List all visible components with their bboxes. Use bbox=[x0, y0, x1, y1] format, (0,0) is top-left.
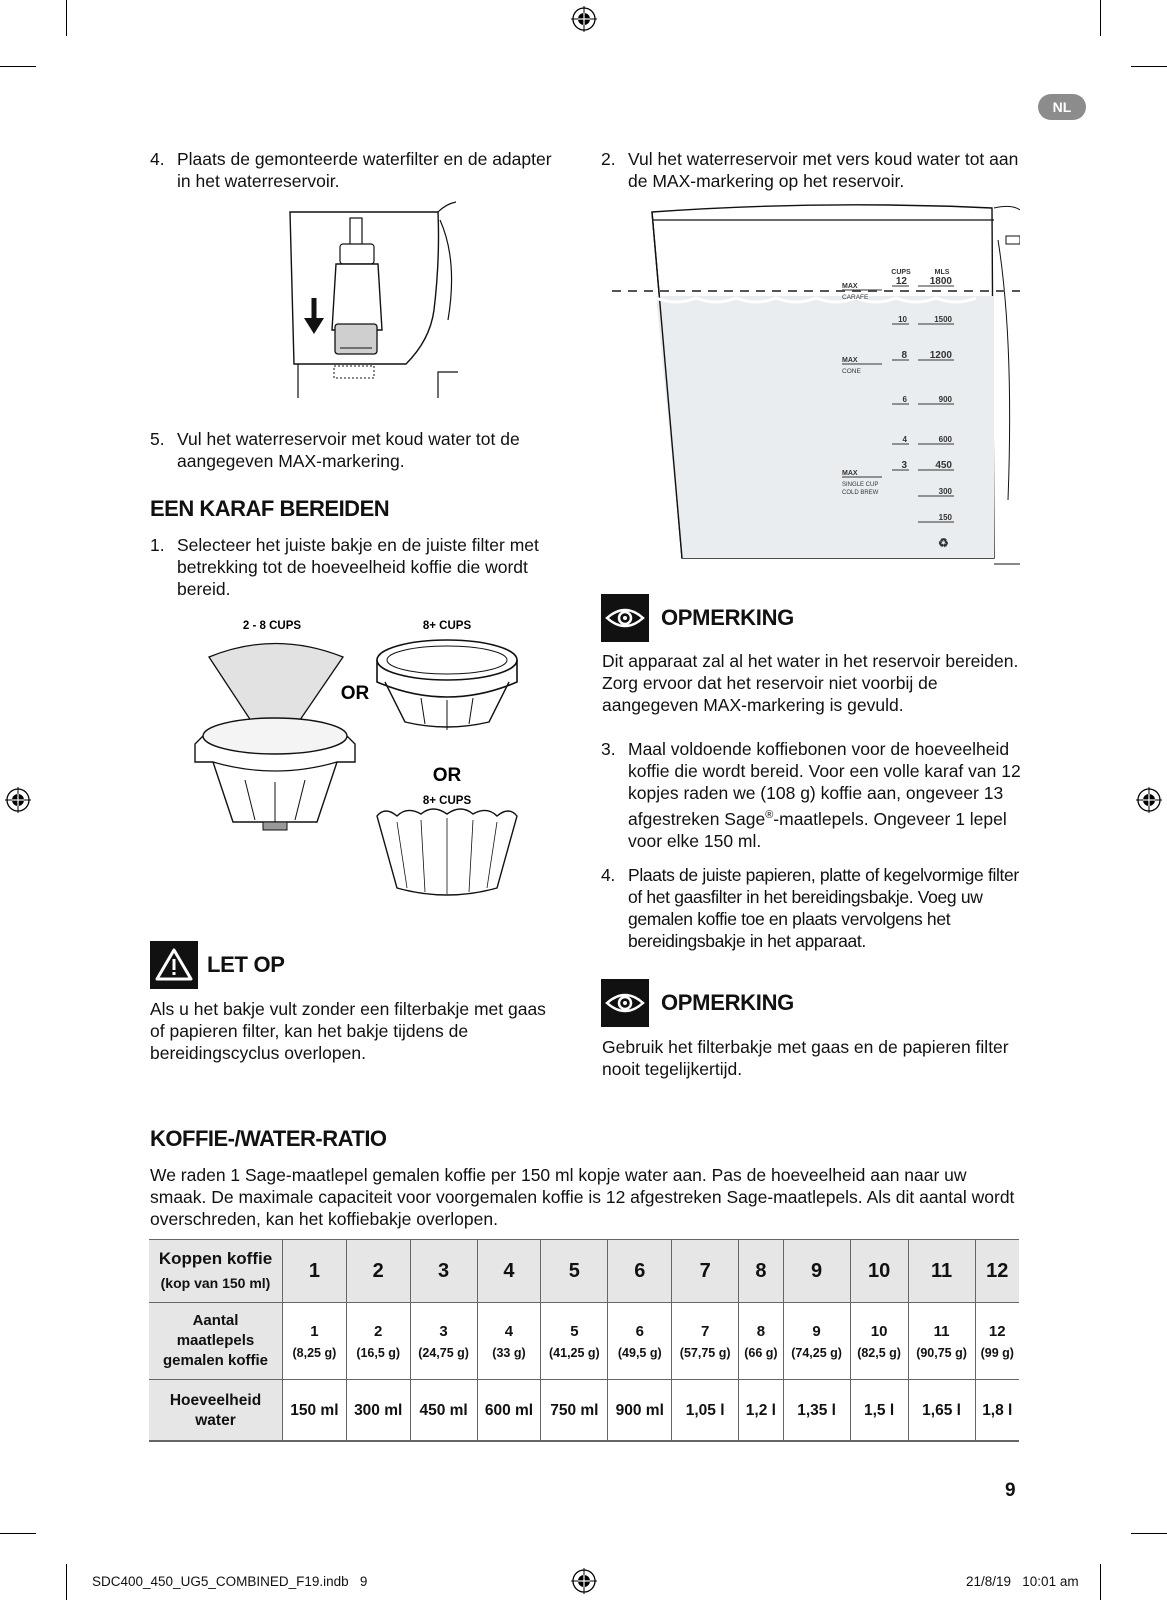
reservoir-cups-mark: 10 bbox=[898, 315, 907, 324]
scoops-cell bbox=[739, 1303, 783, 1380]
grams-value: (24,75 g) bbox=[418, 1345, 469, 1360]
cups-cell: 12 bbox=[975, 1240, 1019, 1303]
step-text: Plaats de juiste papieren, platte of kegelvormige filter of het gaasfilter in het bereidingsbakje. Voeg uw gemalen koffie toe en plaats vervolgens het bereidingsbakje in het apparaat. bbox=[628, 865, 1019, 951]
scoops-cell bbox=[908, 1303, 975, 1380]
step-2-right bbox=[601, 148, 1021, 192]
step-text: Vul het waterreservoir met vers koud water tot aan de MAX-markering op het reservoir. bbox=[628, 149, 1019, 191]
step-1-left bbox=[150, 534, 570, 600]
reservoir-mls-mark: 300 bbox=[938, 487, 952, 496]
max-carafe-label-1: MAX bbox=[842, 283, 858, 290]
reservoir-mls-mark: 450 bbox=[935, 460, 952, 471]
filter-basket-diagram bbox=[185, 612, 530, 920]
scoops-cell bbox=[283, 1303, 347, 1380]
scoops-value: 2 bbox=[374, 1322, 383, 1340]
scoops-value: 4 bbox=[504, 1322, 514, 1340]
step-5-left bbox=[150, 428, 560, 472]
scoops-value: 9 bbox=[812, 1322, 821, 1340]
grams-value: (66 g) bbox=[744, 1345, 778, 1360]
table-row-cups bbox=[149, 1240, 1019, 1303]
grams-value: (41,25 g) bbox=[549, 1345, 600, 1360]
cups-cell: 1 bbox=[283, 1240, 347, 1303]
ratio-title: KOFFIE-/WATER-RATIO bbox=[150, 1126, 387, 1151]
reservoir-mls-mark: 1200 bbox=[929, 350, 952, 361]
crop-mark bbox=[0, 1533, 36, 1534]
scoops-value: 11 bbox=[933, 1322, 950, 1340]
max-single-label-1: MAX bbox=[842, 470, 858, 477]
max-single-label-2: SINGLE CUP bbox=[842, 482, 879, 488]
water-cell: 1,2 l bbox=[739, 1380, 783, 1443]
caution-box bbox=[150, 941, 198, 989]
step-text: Selecteer het juiste bakje en de juiste filter met betrekking tot de hoeveelheid koffie die wordt bereid. bbox=[177, 535, 539, 599]
registration-mark-icon bbox=[571, 1568, 597, 1594]
note-2-text: Gebruik het filterbakje met gaas en de papieren filter nooit tegelijkertijd. bbox=[602, 1037, 1009, 1079]
registration-mark-icon bbox=[571, 6, 597, 32]
scoops-cell bbox=[541, 1303, 608, 1380]
water-cell: 600 ml bbox=[477, 1380, 541, 1443]
crop-mark bbox=[0, 66, 36, 67]
cups-cell: 3 bbox=[410, 1240, 477, 1303]
reservoir-cups-mark: 8 bbox=[901, 350, 907, 361]
step-number: 5. bbox=[150, 429, 165, 449]
max-single-label-3: COLD BREW bbox=[842, 490, 879, 496]
recycle-icon: ♻ bbox=[938, 536, 949, 550]
reservoir-cups-mark: 6 bbox=[902, 395, 907, 404]
step-3-text-b: -maatlepels. Ongeveer 1 lepel voor elke 150 ml. bbox=[628, 808, 1007, 851]
step-number: 4. bbox=[150, 149, 165, 169]
reservoir-cups-mark: 3 bbox=[901, 460, 907, 471]
footer-date: 21/8/19 10:01 am bbox=[966, 1574, 1079, 1589]
reservoir-mls-mark: 150 bbox=[938, 513, 952, 522]
diagram-label-8-plus-cups: 8+ CUPS bbox=[422, 620, 472, 632]
ratio-intro: We raden 1 Sage-maatlepel gemalen koffie per 150 ml kopje water aan. Pas de hoeveelheid aan naar uw smaak. De maximale capaciteit voor voorgemalen koffie is 12 afgestreken Sage-maatlepels. Als dit aantal wordt overschreden, kan het koffiebakje overlopen. bbox=[150, 1165, 1015, 1229]
row-header-line: Hoeveelheid bbox=[169, 1392, 262, 1409]
crop-mark bbox=[1100, 0, 1101, 36]
water-cell: 150 ml bbox=[283, 1380, 347, 1443]
note-1-title: OPMERKING bbox=[661, 605, 794, 630]
reservoir-mls-mark: 600 bbox=[938, 435, 952, 444]
cups-cell: 11 bbox=[908, 1240, 975, 1303]
water-cell: 900 ml bbox=[608, 1380, 672, 1443]
scoops-value: 12 bbox=[988, 1322, 1006, 1340]
row-header-line: water bbox=[195, 1412, 236, 1429]
diagram-or-1: OR bbox=[340, 683, 370, 704]
crop-mark bbox=[1100, 1564, 1101, 1600]
scoops-cell bbox=[850, 1303, 908, 1380]
table-bottom-rule bbox=[149, 1440, 1019, 1442]
note-box-1 bbox=[601, 594, 649, 642]
cups-cell: 5 bbox=[541, 1240, 608, 1303]
caution-title: LET OP bbox=[207, 952, 285, 977]
reservoir-cups-header: CUPS bbox=[891, 269, 911, 276]
section-title-karaf: EEN KARAF BEREIDEN bbox=[150, 496, 390, 521]
reservoir-mls-mark: 900 bbox=[938, 395, 952, 404]
crop-mark bbox=[66, 0, 67, 36]
scoops-cell bbox=[975, 1303, 1019, 1380]
scoops-cell bbox=[672, 1303, 739, 1380]
step-text: Vul het waterreservoir met koud water tot de aangegeven MAX-markering. bbox=[177, 429, 520, 471]
grams-value: (16,5 g) bbox=[356, 1345, 401, 1360]
step-3-right bbox=[601, 738, 1021, 852]
scoops-cell bbox=[608, 1303, 672, 1380]
scoops-value: 6 bbox=[635, 1322, 644, 1340]
crop-mark bbox=[1131, 1533, 1167, 1534]
water-cell: 1,8 l bbox=[975, 1380, 1019, 1443]
step-3-text-a: Maal voldoende koffiebonen voor de hoeveelheid koffie die wordt bereid. Voor een volle karaf van 12 kopjes raden we (108 g) koffie aan, ongeveer 13 afgestreken Sage bbox=[628, 739, 1021, 829]
row-header-cups bbox=[149, 1240, 283, 1303]
table-row-water bbox=[149, 1380, 1019, 1443]
cups-cell: 2 bbox=[346, 1240, 410, 1303]
scoops-value: 5 bbox=[570, 1322, 579, 1340]
reservoir-mls-mark: 1500 bbox=[934, 315, 952, 324]
cups-cell: 6 bbox=[608, 1240, 672, 1303]
scoops-value: 3 bbox=[439, 1322, 448, 1340]
scoops-value: 1 bbox=[310, 1322, 319, 1340]
cups-cell: 10 bbox=[850, 1240, 908, 1303]
crop-mark bbox=[66, 1564, 67, 1600]
step-number: 1. bbox=[150, 535, 165, 555]
water-cell: 450 ml bbox=[410, 1380, 477, 1443]
grams-value: (33 g) bbox=[492, 1345, 526, 1360]
grams-value: (49,5 g) bbox=[617, 1345, 662, 1360]
step-4-left bbox=[150, 148, 560, 192]
scoops-cell bbox=[410, 1303, 477, 1380]
footer-file: SDC400_450_UG5_COMBINED_F19.indb 9 bbox=[92, 1574, 368, 1589]
row-header-line: maatlepels bbox=[176, 1332, 255, 1349]
row-header-water bbox=[149, 1380, 283, 1443]
scoops-value: 8 bbox=[756, 1322, 766, 1340]
table-row-scoops bbox=[149, 1303, 1019, 1380]
filter-adapter-illustration bbox=[288, 200, 460, 402]
eye-icon bbox=[601, 979, 649, 1027]
water-cell: 1,05 l bbox=[672, 1380, 739, 1443]
row-header-line: Aantal bbox=[192, 1312, 239, 1329]
warning-triangle-icon bbox=[150, 941, 198, 989]
diagram-or-2: OR bbox=[432, 765, 462, 786]
language-badge: NL bbox=[1038, 94, 1086, 120]
water-cell: 1,35 l bbox=[783, 1380, 850, 1443]
step-number: 3. bbox=[601, 739, 616, 759]
reservoir-mls-header: MLS bbox=[934, 269, 950, 276]
reservoir-cups-mark: 12 bbox=[895, 276, 907, 287]
step-number: 4. bbox=[601, 865, 615, 885]
max-carafe-label-2: CARAFE bbox=[842, 294, 869, 301]
crop-mark bbox=[1131, 66, 1167, 67]
water-cell: 1,5 l bbox=[850, 1380, 908, 1443]
reservoir-cups-mark: 4 bbox=[902, 435, 907, 444]
scoops-value: 7 bbox=[700, 1322, 710, 1340]
reservoir-mls-mark: 1800 bbox=[929, 276, 952, 287]
grams-value: (8,25 g) bbox=[292, 1345, 337, 1360]
cups-cell: 4 bbox=[477, 1240, 541, 1303]
registered-mark: ® bbox=[765, 809, 774, 821]
grams-value: (90,75 g) bbox=[916, 1345, 967, 1360]
water-cell: 750 ml bbox=[541, 1380, 608, 1443]
step-text: Plaats de gemonteerde waterfilter en de adapter in het waterreservoir. bbox=[177, 149, 552, 191]
note-box-2 bbox=[601, 979, 649, 1027]
scoops-cell bbox=[477, 1303, 541, 1380]
note-1-text: Dit apparaat zal al het water in het reservoir bereiden. Zorg ervoor dat het reservoir niet voorbij de aangegeven MAX-markering is gevuld. bbox=[602, 651, 1019, 715]
water-cell: 300 ml bbox=[346, 1380, 410, 1443]
scoops-cell bbox=[783, 1303, 850, 1380]
eye-icon bbox=[601, 594, 649, 642]
caution-text: Als u het bakje vult zonder een filterbakje met gaas of papieren filter, kan het bakje tijdens de bereidingscyclus overlopen. bbox=[150, 999, 546, 1063]
grams-value: (99 g) bbox=[980, 1345, 1014, 1360]
row-header-scoops bbox=[149, 1303, 283, 1380]
registration-mark-icon bbox=[5, 787, 31, 813]
cups-cell: 9 bbox=[783, 1240, 850, 1303]
grams-value: (57,75 g) bbox=[679, 1345, 731, 1360]
diagram-label-8-plus-cups-bottom: 8+ CUPS bbox=[422, 795, 472, 807]
note-2-title: OPMERKING bbox=[661, 990, 794, 1015]
scoops-value: 10 bbox=[870, 1322, 888, 1340]
max-cone-label-1: MAX bbox=[842, 357, 858, 364]
grams-value: (74,25 g) bbox=[791, 1345, 842, 1360]
row-header-line: (kop van 150 ml) bbox=[160, 1275, 271, 1291]
row-header-line: Koppen koffie bbox=[158, 1249, 273, 1268]
cups-cell: 7 bbox=[672, 1240, 739, 1303]
water-cell: 1,65 l bbox=[908, 1380, 975, 1443]
water-reservoir-illustration bbox=[612, 200, 1020, 570]
step-4-right bbox=[601, 864, 1026, 952]
scoops-cell bbox=[346, 1303, 410, 1380]
step-number: 2. bbox=[601, 149, 616, 169]
row-header-line: gemalen koffie bbox=[162, 1352, 269, 1369]
registration-mark-icon bbox=[1136, 787, 1162, 813]
diagram-label-2-8-cups: 2 - 8 CUPS bbox=[242, 620, 302, 632]
ratio-table bbox=[149, 1240, 1019, 1442]
max-cone-label-2: CONE bbox=[842, 368, 861, 375]
page-number: 9 bbox=[1005, 1480, 1016, 1501]
step-text bbox=[628, 738, 1021, 852]
cups-cell: 8 bbox=[739, 1240, 783, 1303]
grams-value: (82,5 g) bbox=[857, 1345, 901, 1360]
